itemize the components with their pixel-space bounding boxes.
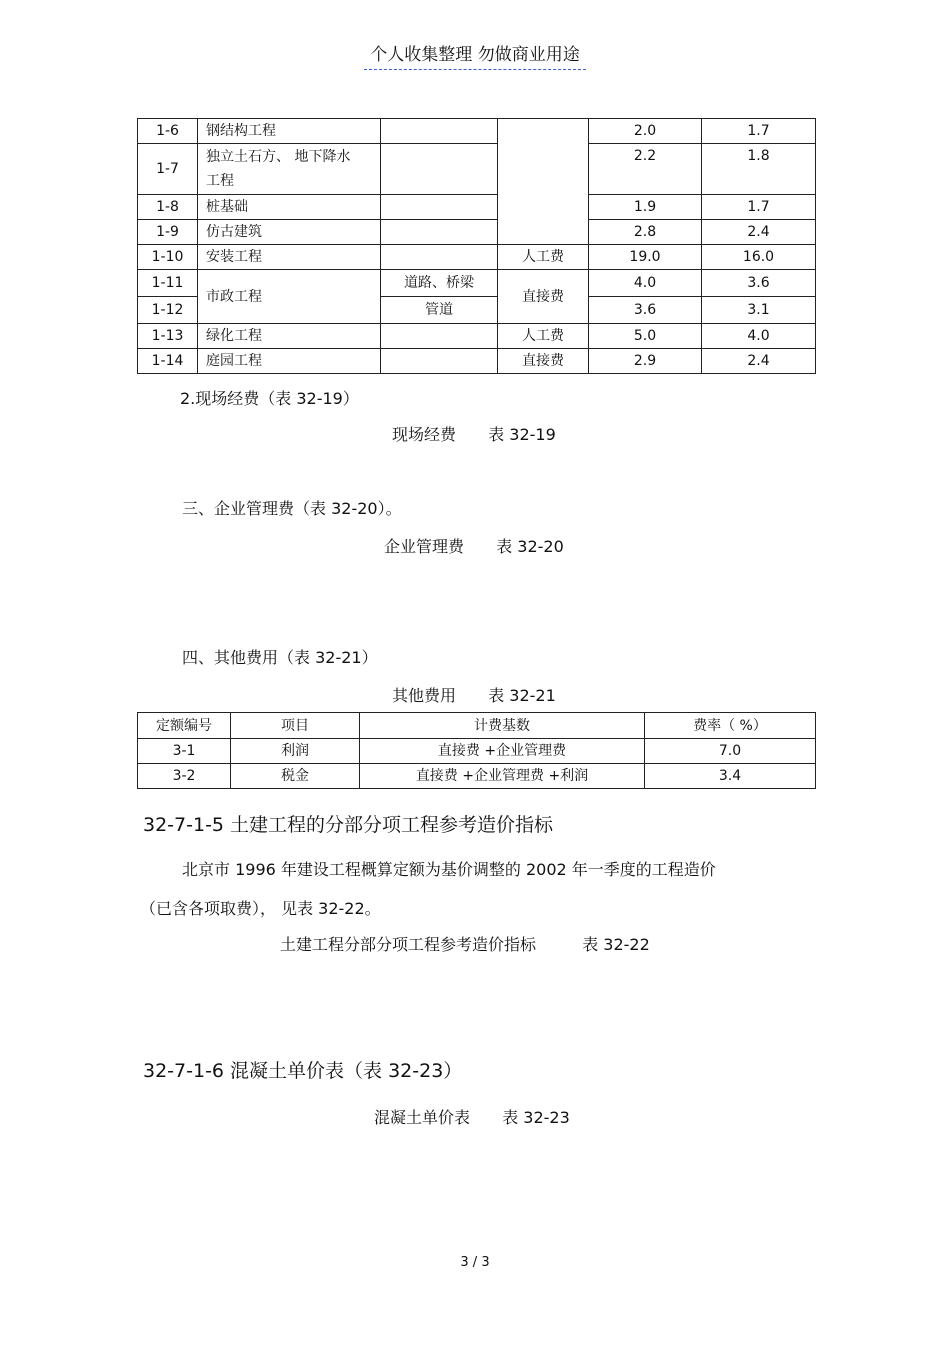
header-item: 项目 [231, 713, 360, 739]
section-5-caption [280, 932, 650, 955]
other-fee-table [137, 712, 816, 789]
section-heading-6: 32-7-1-6 混凝土单价表（表 32-23） [143, 1060, 463, 1082]
caption-name: 现场经费 [392, 425, 457, 444]
cell-rate1: 2.8 [589, 220, 702, 245]
cell-sub [381, 324, 498, 349]
cell-name: 桩基础 [198, 195, 381, 220]
caption-name: 混凝土单价表 [374, 1108, 471, 1127]
cell-sub: 道路、桥梁 [381, 270, 498, 297]
mgmt-caption [384, 534, 564, 557]
cell-rate2: 2.4 [702, 220, 816, 245]
cell-sub [381, 119, 498, 144]
cell-name-line: 独立土石方、 地下降水 [206, 149, 351, 165]
header-code: 定额编号 [138, 713, 231, 739]
cell-item: 税金 [231, 764, 360, 789]
cell-name: 绿化工程 [198, 324, 381, 349]
cell-rate1: 3.6 [589, 297, 702, 324]
header-base: 计费基数 [360, 713, 645, 739]
table-row [138, 764, 816, 789]
caption-table: 表 32-22 [582, 935, 650, 954]
cell-base: 直接费 +企业管理费 +利润 [360, 764, 645, 789]
cell-name: 仿古建筑 [198, 220, 381, 245]
onsite-heading: 2.现场经费（表 32-19） [180, 389, 359, 408]
cell-sub [381, 195, 498, 220]
cell-code: 1-9 [138, 220, 198, 245]
cell-item: 利润 [231, 739, 360, 764]
cell-rate1: 2.9 [589, 349, 702, 374]
cell-rate1: 1.9 [589, 195, 702, 220]
cell-code: 1-6 [138, 119, 198, 144]
cell-rate2: 16.0 [702, 245, 816, 270]
section-heading-5: 32-7-1-5 土建工程的分部分项工程参考造价指标 [143, 814, 554, 836]
cell-code: 3-1 [138, 739, 231, 764]
cell-code: 1-14 [138, 349, 198, 374]
cell-rate2: 2.4 [702, 349, 816, 374]
cell-rate2: 3.6 [702, 270, 816, 297]
cell-name [198, 144, 381, 195]
cell-rate1: 5.0 [589, 324, 702, 349]
cell-rate2: 1.7 [702, 119, 816, 144]
caption-name: 土建工程分部分项工程参考造价指标 [280, 935, 537, 954]
table-row [138, 324, 816, 349]
cell-sub [381, 144, 498, 195]
section-5-paragraph-line: （已含各项取费）， 见表 32-22。 [140, 899, 381, 918]
cell-code: 1-10 [138, 245, 198, 270]
cell-sub: 管道 [381, 297, 498, 324]
caption-table: 表 32-21 [488, 686, 556, 705]
cell-rate1: 19.0 [589, 245, 702, 270]
cell-base: 人工费 [498, 245, 589, 270]
cell-sub [381, 349, 498, 374]
cell-rate1: 2.2 [589, 144, 702, 195]
onsite-caption [392, 422, 556, 445]
cell-rate2: 4.0 [702, 324, 816, 349]
cell-code: 1-8 [138, 195, 198, 220]
cell-base [498, 119, 589, 245]
cell-base: 人工费 [498, 324, 589, 349]
cell-sub [381, 220, 498, 245]
table-row [138, 195, 816, 220]
table-row [138, 270, 816, 297]
cell-code: 1-13 [138, 324, 198, 349]
cell-name: 庭园工程 [198, 349, 381, 374]
caption-table: 表 32-23 [502, 1108, 570, 1127]
table-row [138, 739, 816, 764]
section-6-caption [374, 1105, 570, 1128]
cell-rate2: 3.1 [702, 297, 816, 324]
cell-name: 钢结构工程 [198, 119, 381, 144]
cell-rate: 3.4 [645, 764, 816, 789]
header-title: 个人收集整理 勿做商业用途 [364, 45, 585, 70]
cell-rate2: 1.7 [702, 195, 816, 220]
header-rate: 费率（ %） [645, 713, 816, 739]
page-number: 3 / 3 [460, 1255, 490, 1270]
table-row [138, 245, 816, 270]
table-row [138, 144, 816, 195]
cell-code: 3-2 [138, 764, 231, 789]
other-caption [392, 683, 556, 706]
cell-code: 1-11 [138, 270, 198, 297]
page-header [0, 40, 950, 65]
cell-base: 直接费 +企业管理费 [360, 739, 645, 764]
table-header-row [138, 713, 816, 739]
cell-name-line: 工程 [206, 173, 234, 189]
cell-sub [381, 245, 498, 270]
cell-base: 直接费 [498, 270, 589, 324]
cell-code: 1-12 [138, 297, 198, 324]
cell-name: 安装工程 [198, 245, 381, 270]
cell-rate1: 4.0 [589, 270, 702, 297]
caption-name: 企业管理费 [384, 537, 465, 556]
other-heading: 四、其他费用（表 32-21） [182, 648, 378, 667]
fee-rate-table [137, 118, 816, 374]
section-5-paragraph-line: 北京市 1996 年建设工程概算定额为基价调整的 2002 年一季度的工程造价 [182, 860, 716, 879]
cell-code: 1-7 [138, 144, 198, 195]
cell-rate1: 2.0 [589, 119, 702, 144]
caption-table: 表 32-20 [496, 537, 564, 556]
cell-rate2: 1.8 [702, 144, 816, 195]
mgmt-heading: 三、企业管理费（表 32-20）。 [182, 499, 402, 518]
table-row [138, 119, 816, 144]
cell-base: 直接费 [498, 349, 589, 374]
table-row [138, 220, 816, 245]
caption-table: 表 32-19 [488, 425, 556, 444]
table-row [138, 349, 816, 374]
caption-name: 其他费用 [392, 686, 457, 705]
cell-name: 市政工程 [198, 270, 381, 324]
cell-rate: 7.0 [645, 739, 816, 764]
